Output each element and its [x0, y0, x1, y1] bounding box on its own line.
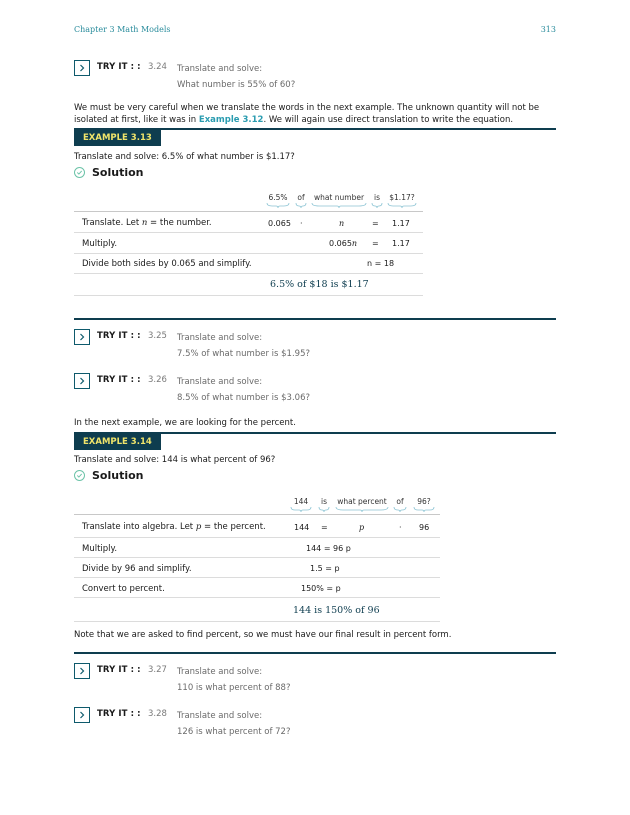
example-3-12-link[interactable]: Example 3.12	[198, 114, 264, 125]
word-label: of	[393, 497, 407, 512]
try-it-problem: 126 is what percent of 72?	[177, 727, 291, 737]
try-it-3-25	[74, 329, 556, 369]
try-it-instruction: Translate and solve:	[177, 377, 263, 387]
word-label: is	[371, 193, 383, 208]
chevron-right-icon[interactable]	[74, 707, 90, 723]
try-it-instruction: Translate and solve:	[177, 333, 263, 343]
math-cell: 0.065n	[329, 239, 358, 248]
word-label: what percent	[335, 497, 389, 512]
word-label: of	[295, 193, 307, 208]
table-row	[74, 598, 440, 622]
try-it-number: 3.28	[148, 709, 167, 719]
step-text: Multiply.	[82, 239, 118, 249]
check-circle-icon	[74, 167, 85, 178]
try-it-label: TRY IT : :	[97, 62, 141, 72]
try-it-number: 3.27	[148, 665, 167, 675]
math-cell: 1.17	[392, 239, 410, 248]
step-text: Translate into algebra. Let p = the percent.	[82, 522, 266, 532]
try-it-3-26	[74, 373, 556, 413]
final-answer: 144 is 150% of 96	[293, 605, 380, 616]
word-label: what number	[311, 193, 367, 208]
chevron-right-icon[interactable]	[74, 373, 90, 389]
word-label: 6.5%	[266, 193, 290, 208]
table-row	[74, 274, 423, 296]
try-it-problem: What number is 55% of 60?	[177, 80, 296, 90]
word-label: 96?	[413, 497, 435, 512]
table-row	[74, 578, 440, 598]
math-cell: 1.17	[392, 219, 410, 228]
example-prompt: Translate and solve: 144 is what percent of 96?	[74, 455, 276, 465]
final-answer: 6.5% of $18 is $1.17	[270, 279, 369, 290]
example-badge: EXAMPLE 3.13	[74, 130, 161, 146]
try-it-instruction: Translate and solve:	[177, 667, 263, 677]
chevron-right-icon[interactable]	[74, 663, 90, 679]
section-rule	[74, 318, 556, 320]
step-text: Divide both sides by 0.065 and simplify.	[82, 259, 252, 269]
word-label: 144	[290, 497, 312, 512]
table-row	[74, 211, 423, 233]
try-it-number: 3.26	[148, 375, 167, 385]
example-badge: EXAMPLE 3.14	[74, 434, 161, 450]
table-row	[74, 254, 423, 274]
try-it-3-28	[74, 707, 556, 747]
table-row	[74, 538, 440, 558]
solution-label: Solution	[92, 469, 144, 482]
math-cell: p	[359, 523, 365, 532]
chevron-right-icon[interactable]	[74, 329, 90, 345]
math-cell: 144	[294, 523, 310, 532]
intro-text-1: We must be very careful when we translate the words in the next example. The unknown quantity will not be isolated at first, like it was in	[74, 103, 540, 125]
chevron-right-icon[interactable]	[74, 60, 90, 76]
math-cell: =	[372, 239, 379, 248]
table-row	[74, 514, 440, 538]
solution-label: Solution	[92, 166, 144, 179]
math-cell: ·	[399, 523, 402, 532]
math-cell: 96	[419, 523, 430, 532]
math-cell: 0.065	[268, 219, 291, 228]
example-prompt: Translate and solve: 6.5% of what number is $1.17?	[74, 152, 295, 162]
math-cell: =	[372, 219, 379, 228]
chapter-header: Chapter 3 Math Models	[74, 25, 171, 34]
word-label: $1.17?	[387, 193, 417, 208]
try-it-label: TRY IT : :	[97, 331, 141, 341]
intro-text-2: . We will again use direct translation to write the equation.	[263, 114, 514, 125]
try-it-number: 3.24	[148, 62, 167, 72]
solution-heading	[74, 469, 144, 482]
math-cell: =	[321, 523, 328, 532]
try-it-number: 3.25	[148, 331, 167, 341]
math-cell: 150% = p	[301, 584, 341, 593]
math-cell: n	[339, 219, 345, 228]
page-number: 313	[540, 25, 556, 34]
mid-paragraph: In the next example, we are looking for the percent.	[74, 418, 296, 428]
step-text: Multiply.	[82, 544, 118, 554]
solution-heading	[74, 166, 144, 179]
intro-paragraph	[74, 103, 560, 126]
try-it-problem: 110 is what percent of 88?	[177, 683, 291, 693]
try-it-3-27	[74, 663, 556, 703]
step-text: Divide by 96 and simplify.	[82, 564, 192, 574]
step-text: Convert to percent.	[82, 584, 165, 594]
try-it-problem: 7.5% of what number is $1.95?	[177, 349, 310, 359]
math-cell: 144 = 96 p	[306, 544, 351, 553]
try-it-instruction: Translate and solve:	[177, 711, 263, 721]
try-it-3-24	[74, 60, 556, 100]
try-it-label: TRY IT : :	[97, 665, 141, 675]
try-it-problem: 8.5% of what number is $3.06?	[177, 393, 310, 403]
table-row	[74, 233, 423, 254]
note-paragraph: Note that we are asked to find percent, so we must have our final result in percent form.	[74, 630, 452, 640]
table-row	[74, 558, 440, 578]
section-rule	[74, 652, 556, 654]
try-it-label: TRY IT : :	[97, 709, 141, 719]
math-cell: ·	[300, 219, 303, 228]
word-label: is	[318, 497, 330, 512]
check-circle-icon	[74, 470, 85, 481]
try-it-instruction: Translate and solve:	[177, 64, 263, 74]
step-text: Translate. Let n = the number.	[82, 218, 212, 228]
math-cell: n = 18	[367, 259, 395, 268]
try-it-label: TRY IT : :	[97, 375, 141, 385]
math-cell: 1.5 = p	[310, 564, 340, 573]
